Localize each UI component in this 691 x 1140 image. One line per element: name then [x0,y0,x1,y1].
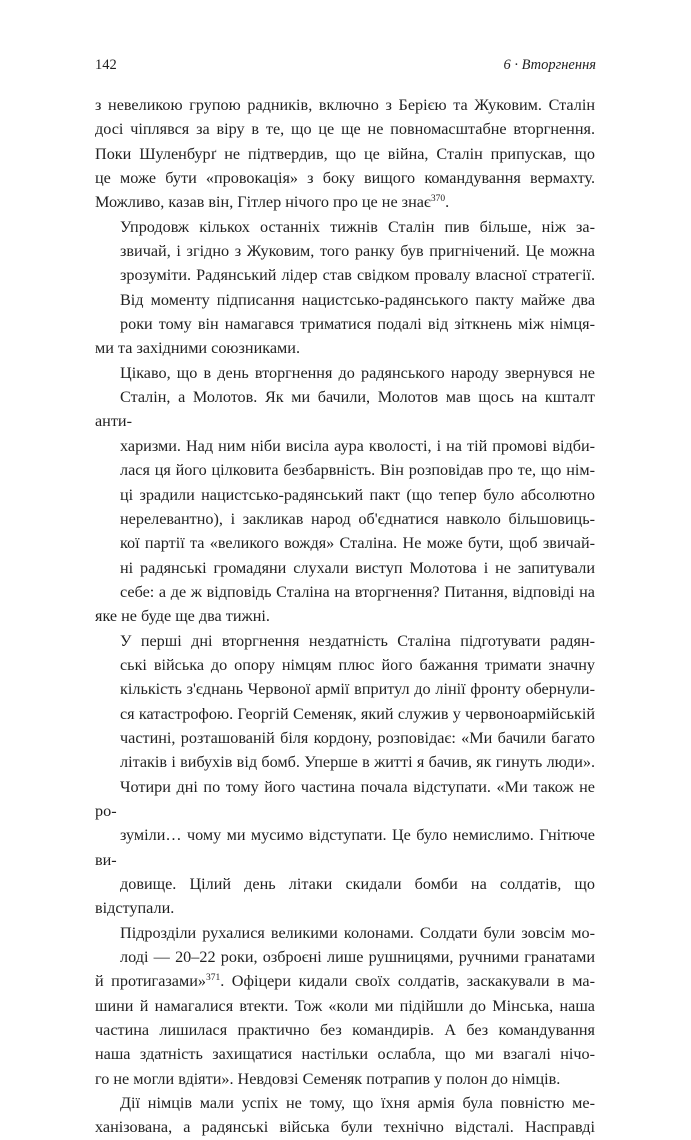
text-line: Цікаво, що в день вторгнення до радянського народу звернувся не [120,363,595,382]
text-line: зрозуміти. Радянський лідер став свідком провалу власної стратегії. [120,266,595,285]
text-line: й протигазами» [95,972,206,991]
paragraph [95,93,595,190]
text-line: ми та західними союзниками. [95,339,300,358]
text-line: Чотири дні по тому його частина почала відступати. «Ми також не ро- [95,777,595,820]
paragraph [95,361,595,604]
text-line: ханізована, а радянські війська були технічно відсталі. Насправді [95,1118,595,1137]
paragraph-continuation [95,190,595,214]
text-line: ся катастрофою. Георгій Семеняк, який служив у червоноармійській [120,704,595,723]
paragraph [95,1091,595,1115]
text-fragment: . [445,193,450,212]
text-line: це може бути «провокація» з боку вищого командування вермахту. [95,169,595,188]
text-line: з невеликою групою радників, включно з Берією та Жуковим. Сталін [95,96,595,114]
text-line: яке не буде ще два тижні. [95,607,270,626]
text-line: нерелевантно), і закликав народ об'єднатися навколо більшовиць- [120,509,595,528]
text-line: звичай, і згідно з Жуковим, того ранку був пригнічений. Це можна [120,242,595,261]
text-line: ні радянські громадяни слухали виступ Молотова і не запитували [120,558,595,577]
text-line: Сталін, а Молотов. Як ми бачили, Молотов мав щось на кшталт анти- [95,388,595,431]
text-line: Від моменту підписання нацистсько-радянського пакту майже два [120,290,595,309]
paragraph-continuation [95,969,595,1066]
footnote-marker[interactable]: 370 [430,194,446,205]
paragraph-continuation [95,336,595,360]
text-line: Дії німців мали успіх не тому, що їхня армія була повністю ме- [120,1094,595,1113]
text-line: себе: а де ж відповідь Сталіна на вторгнення? Питання, відповіді на [120,582,595,601]
text-line: ці зрадили нацистсько-радянський пакт (що тепер було абсолютно [120,485,595,504]
paragraph-continuation [95,604,595,628]
body-text [95,93,595,1140]
text-line: досі чіплявся за віру в те, що це ще не повномасштабне вторгнення. [95,120,595,139]
text-line: лася ця його цілковита безбарвність. Він розповідав про те, що нім- [120,461,595,480]
text-line: шини й намагалися втекти. Тож «коли ми підійшли до Мінська, наша [95,996,595,1015]
paragraph [95,215,595,337]
text-line: наша здатність захищатися настільки ослабла, що ми взагалі нічо- [95,1045,595,1064]
paragraph [95,629,595,970]
text-line: ські війська до опору німцям плюс його бажання тримати значну [120,655,595,674]
text-line: частина лишилася практично без командирів. А без командування [95,1021,595,1040]
text-line: зуміли… чому ми мусимо відступати. Це було немислимо. Гнітюче ви- [95,826,595,869]
text-line: кої партії та «великого вождя» Сталіна. Не може бути, щоб звичай- [120,534,595,553]
text-line: Можливо, казав він, Гітлер нічого про це не знає [95,193,431,212]
text-line: харизми. Над ним ніби висіла аура кволості, і на тій промові відби- [120,436,595,455]
text-line: Підрозділи рухалися великими колонами. Солдати були зовсім мо- [120,923,595,942]
text-line: Поки Шуленбурґ не підтвердив, що це війна, Сталін припускав, що [95,144,595,163]
running-head [95,57,596,79]
text-line: лоді — 20–22 роки, озброєні лише рушницями, ручними гранатами [120,948,595,967]
text-line: Упродовж кількох останніх тижнів Сталін пив більше, ніж за- [120,217,595,236]
text-line: У перші дні вторгнення нездатність Сталіна підготувати радян- [120,631,595,650]
text-fragment: . Офіцери кидали своїх солдатів, заскакували в ма- [220,972,595,991]
page-number: 142 [95,57,117,73]
text-line: го не могли вдіяти». Невдовзі Семеняк потрапив у полон до німців. [95,1069,561,1088]
footnote-marker[interactable]: 371 [205,973,221,984]
text-line: літаків і вибухів від бомб. Уперше в житті я бачив, як гинуть люди». [120,753,595,772]
text-line: довище. Цілий день літаки скидали бомби на солдатів, що відступали. [95,875,595,918]
text-line: роки тому він намагався триматися подалі від зіткнень між німця- [120,315,595,334]
text-line: кількість з'єднань Червоної армії впритул до лінії фронту обернули- [120,680,595,699]
chapter-title: 6 · Вторгнення [503,57,596,73]
paragraph-continuation [95,1115,595,1139]
text-line: частині, розташованій біля кордону, розповідає: «Ми бачили багато [120,728,595,747]
paragraph-continuation [95,1067,595,1091]
